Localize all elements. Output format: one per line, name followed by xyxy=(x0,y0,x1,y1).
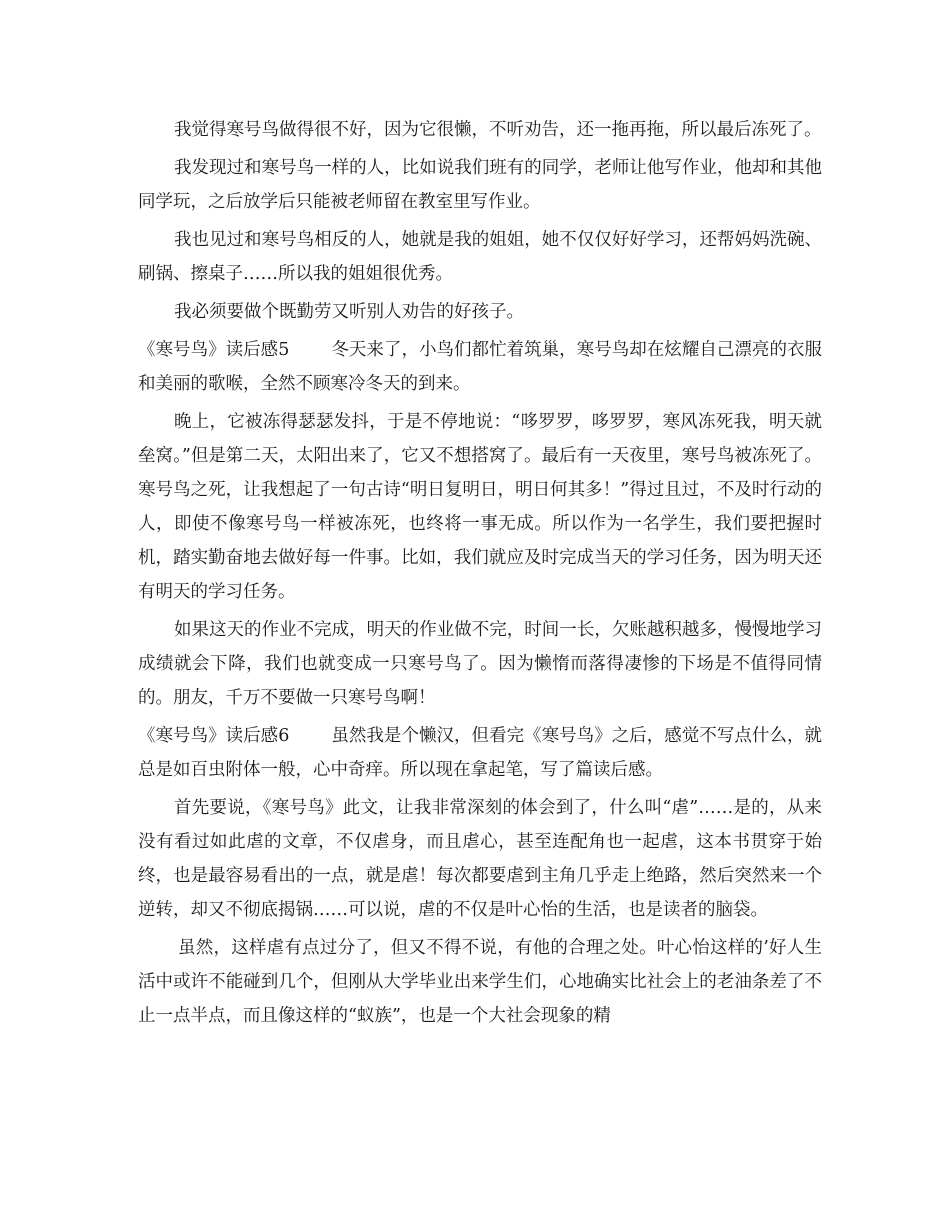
section-heading: 《寒号鸟》读后感5 xyxy=(138,340,290,360)
paragraph: 我也见过和寒号鸟相反的人，她就是我的姐姐，她不仅仅好好学习，还帮妈妈洗碗、刷锅、擦桌子……所以我的姐姐很优秀。 xyxy=(138,230,822,284)
paragraph: 晚上，它被冻得瑟瑟发抖，于是不停地说：“哆罗罗，哆罗罗，寒风冻死我，明天就垒窝。”但是第二天，太阳出来了，它又不想搭窝了。最后有一天夜里，寒号鸟被冻死了。寒号鸟之死，让我想起了一句古诗“明日复明日，明日何其多！”得过且过，不及时行动的人，即使不像寒号鸟一样被冻死，也终将一事无成。所以作为一名学生，我们要把握时机，踏实勤奋地去做好每一件事。比如，我们就应及时完成当天的学习任务，因为明天还有明天的学习任务。 xyxy=(138,412,822,602)
paragraph: 如果这天的作业不完成，明天的作业做不完，时间一长，欠账越积越多，慢慢地学习成绩就会下降，我们也就变成一只寒号鸟了。因为懒惰而落得凄惨的下场是不值得同情的。朋友，千万不要做一只寒号鸟啊！ xyxy=(138,620,822,708)
section-paragraph xyxy=(138,333,822,401)
paragraph: 我发现过和寒号鸟一样的人，比如说我们班有的同学，老师让他写作业，他却和其他同学玩，之后放学后只能被老师留在教室里写作业。 xyxy=(138,158,822,212)
section-text: 虽然我是个懒汉，但看完《寒号鸟》之后，感觉不写点什么，就总是如百虫附体一般，心中奇痒。所以现在拿起笔，写了篇读后感。 xyxy=(138,726,822,780)
paragraph: 我必须要做个既勤劳又听别人劝告的好孩子。 xyxy=(174,302,524,322)
paragraph: 虽然，这样虐有点过分了，但又不得不说，有他的合理之处。叶心怡这样的’好人生活中或许不能碰到几个，但刚从大学毕业出来学生们，心地确实比社会上的老油条差了不止一点半点，而且像这样的“蚁族”，也是一个大社会现象的精 xyxy=(138,938,822,1026)
section-paragraph xyxy=(138,719,822,787)
paragraph: 首先要说，《寒号鸟》此文，让我非常深刻的体会到了，什么叫“虐”……是的，从来没有看过如此虐的文章，不仅虐身，而且虐心，甚至连配角也一起虐，这本书贯穿于始终，也是最容易看出的一点，就是虐！每次都要虐到主角几乎走上绝路，然后突然来一个逆转，却又不彻底揭锅……可以说，虐的不仅是叶心怡的生活，也是读者的脑袋。 xyxy=(138,798,822,920)
paragraph: 我觉得寒号鸟做得很不好，因为它很懒，不听劝告，还一拖再拖，所以最后冻死了。 xyxy=(174,120,822,140)
section-text: 冬天来了，小鸟们都忙着筑巢，寒号鸟却在炫耀自己漂亮的衣服和美丽的歌喉，全然不顾寒冷冬天的到来。 xyxy=(138,340,822,394)
section-heading: 《寒号鸟》读后感6 xyxy=(138,726,290,746)
document-body xyxy=(138,113,822,1037)
